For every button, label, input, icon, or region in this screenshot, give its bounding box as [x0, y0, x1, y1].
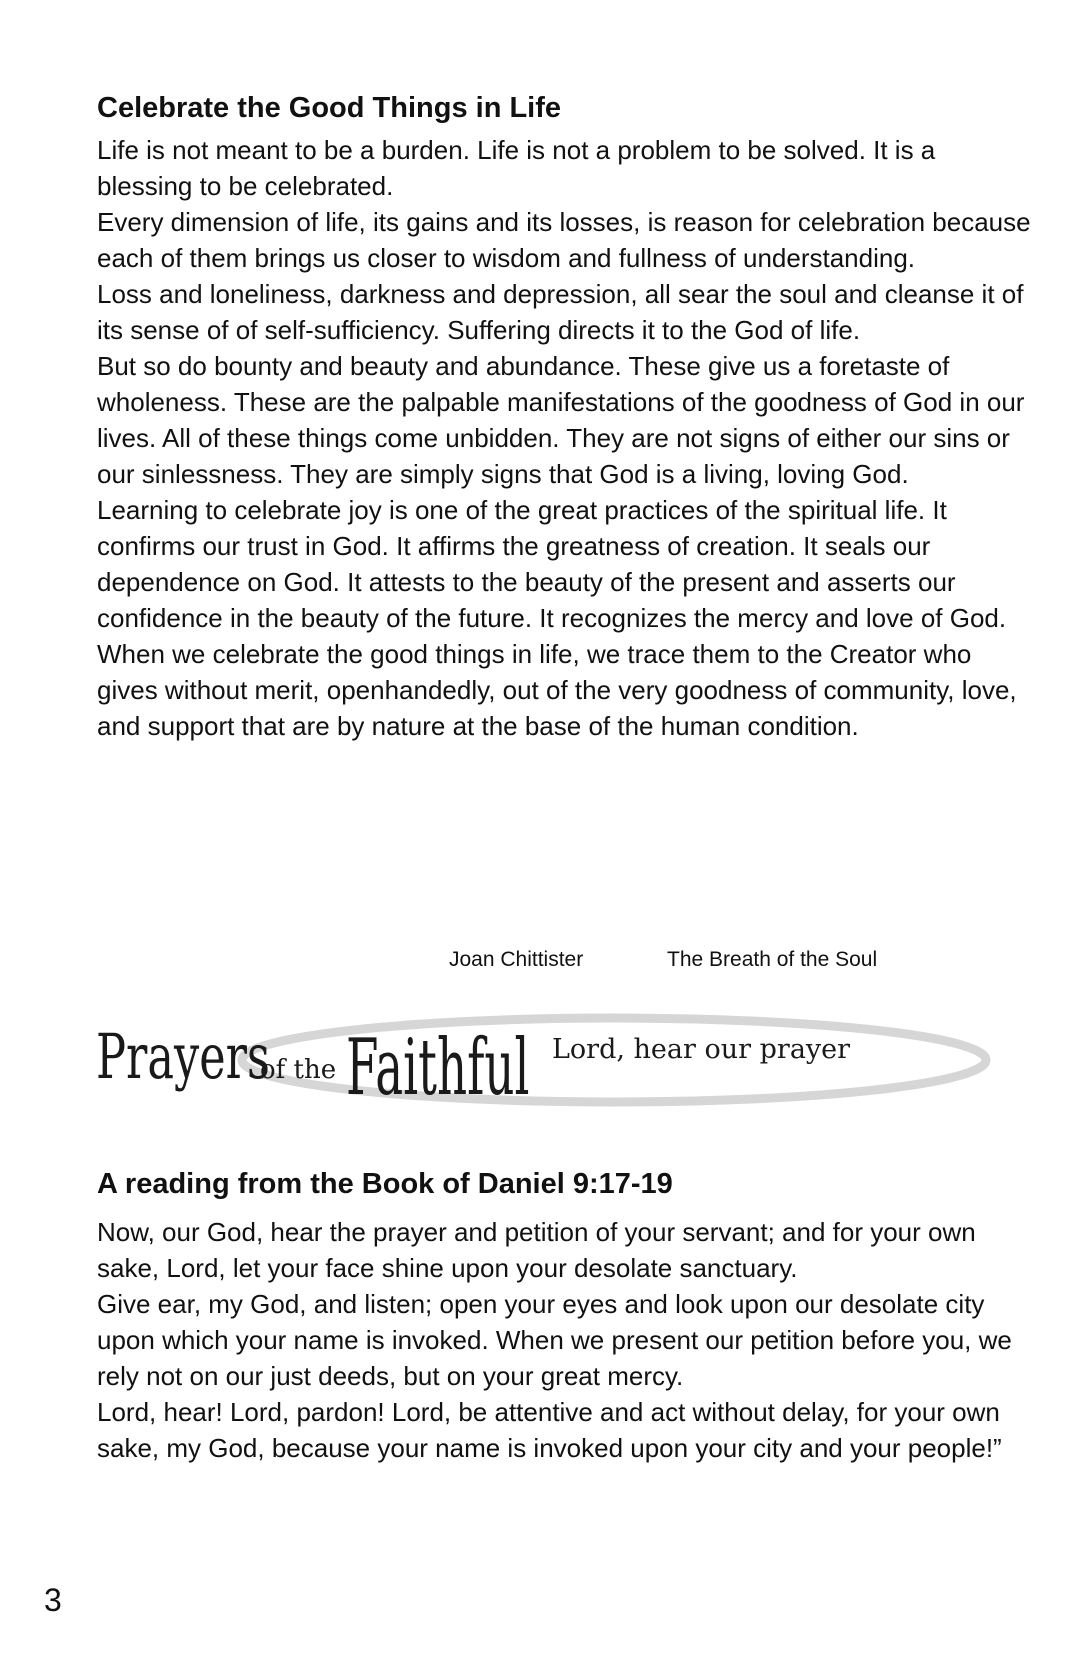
reflection-body — [97, 132, 1037, 744]
reading-section — [97, 1166, 1037, 1466]
reflection-paragraph: Learning to celebrate joy is one of the great practices of the spiritual life. It confirms our trust in God. It affirms the greatness of creation. It seals our dependence on God. It attests to the beauty of the present and asserts our confidence in the beauty of the future. It recognizes the mercy and love of God. — [97, 495, 1007, 633]
reading-body — [97, 1214, 1037, 1466]
reflection-paragraph: Life is not meant to be a burden. Life is not a problem to be solved. It is a blessing to be celebrated. — [97, 135, 936, 201]
banner-connector: of the — [260, 1055, 337, 1085]
reading-paragraph: Now, our God, hear the prayer and petition of your servant; and for your own sake, Lord, let your face shine upon your desolate sanctuary. — [97, 1217, 976, 1283]
reflection-paragraph: When we celebrate the good things in life, we trace them to the Creator who gives without merit, openhandedly, out of the very goodness of community, love, and support that are by nature at the base of the human condition. — [97, 639, 1017, 741]
reflection-title: Celebrate the Good Things in Life — [97, 92, 562, 124]
reading-title: A reading from the Book of Daniel 9:17-19 — [97, 1168, 673, 1200]
reflection-section — [97, 90, 1037, 744]
reflection-paragraph: Loss and loneliness, darkness and depression, all sear the soul and cleanse it of its sense of of self-sufficiency. Suffering directs it to the God of life. — [97, 279, 1024, 345]
attribution-source: The Breath of the Soul — [667, 948, 878, 971]
prayers-of-the-faithful-banner — [94, 1008, 994, 1134]
page-number: 3 — [44, 1582, 62, 1618]
banner-word-faithful: Faithful — [346, 1022, 530, 1114]
reflection-paragraph: But so do bounty and beauty and abundance. These give us a foretaste of wholeness. These are the palpable manifestations of the goodness of God in our lives. All of these things come unbidden. They are not signs of either our sins or our sinlessness. They are simply signs that God is a living, loving God. — [97, 351, 1025, 489]
reading-paragraph: Give ear, my God, and listen; open your eyes and look upon our desolate city upon which your name is invoked. When we present our petition before you, we rely not on our just deeds, but on your great mercy. — [97, 1289, 1012, 1391]
attribution-author: Joan Chittister — [449, 948, 584, 971]
reading-paragraph: Lord, hear! Lord, pardon! Lord, be attentive and act without delay, for your own sake, my God, because your name is invoked upon your city and your people!” — [97, 1397, 1002, 1463]
reflection-paragraph: Every dimension of life, its gains and its losses, is reason for celebration because each of them brings us closer to wisdom and fullness of understanding. — [97, 207, 1031, 273]
banner-word-prayers: Prayers — [96, 1020, 270, 1093]
banner-response: Lord, hear our prayer — [552, 1034, 851, 1065]
